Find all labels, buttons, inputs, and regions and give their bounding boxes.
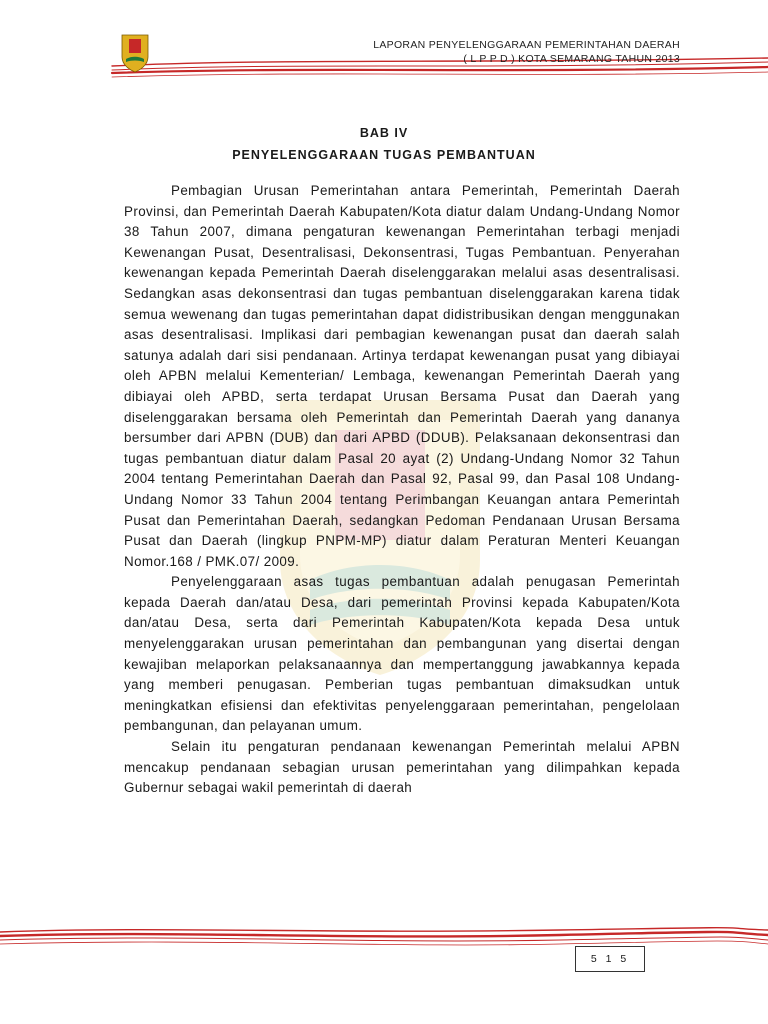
header-line-2: ( L P P D ) KOTA SEMARANG TAHUN 2013	[463, 53, 680, 65]
chapter-number: BAB IV	[359, 126, 409, 140]
paragraph-2: Penyelenggaraan asas tugas pembantuan adalah penugasan Pemerintah kepada Daerah dan/atau Desa, dari pemerintah Provinsi kepada Kabupaten/Kota dan/atau Desa, serta dari Pemerintah Kabupaten/Kota kepada Desa untuk menyelenggarakan urusan pemerintahan dan pembangunan yang disertai dengan kewajiban melaporkan pelaksanaannya dan mempertanggung jawabkannya kepada yang memberi penugasan. Pemberian tugas pembantuan dimaksudkan untuk meningkatkan efisiensi dan efektivitas penyelenggaraan pemerintahan, pengelolaan pembangunan, dan pelayanan umum.	[124, 574, 680, 734]
paragraph-1: Pembagian Urusan Pemerintahan antara Pemerintah, Pemerintah Daerah Provinsi, dan Pemerintah Daerah Kabupaten/Kota diatur dalam Undang-Undang Nomor 38 Tahun 2007, dimana pengaturan kewenangan Pemerintahan terbagi menjadi Kewenangan Pusat, Desentralisasi, Dekonsentrasi, Tugas Pembantuan. Penyerahan kewenangan kepada Pemerintah Daerah diselenggarakan melalui asas desentralisasi. Sedangkan asas dekonsentrasi dan tugas pembantuan diselenggarakan karena tidak semua wewenang dan tugas pemerintahan dapat didistribusikan dengan menggunakan asas desentralisasi. Implikasi dari pembagian kewenangan pusat dan daerah salah satunya adalah dari sisi pendanaan. Artinya terdapat kewenangan pusat yang dibiayai oleh APBN melalui Kementerian/ Lembaga, kewenangan Pemerintah Daerah yang dibiayai oleh APBD, serta terdapat Urusan Bersama Pusat dan Daerah yang diselenggarakan bersama oleh Pemerintah dan Pemerintah Daerah yang dananya bersumber dari APBN (DUB) dan dari APBD (DDUB). Pelaksanaan dekonsentrasi dan tugas pembantuan diatur dalam Pasal 20 ayat (2) Undang-Undang Nomor 32 Tahun 2004 tentang Pemerintahan Daerah dan Pasal 92, Pasal 99, dan Pasal 108 Undang-Undang Nomor 33 Tahun 2004 tentang Perimbangan Keuangan antara Pemerintah Pusat dan Pemerintahan Daerah, sedangkan Pedoman Pendanaan Urusan Bersama Pusat dan Daerah (lingkup PNPM-MP) diatur dalam Peraturan Menteri Keuangan Nomor.168 / PMK.07/ 2009.	[124, 183, 680, 569]
semarang-city-emblem-icon	[120, 33, 150, 73]
header-line-1: LAPORAN PENYELENGGARAAN PEMERINTAHAN DAERAH	[373, 39, 680, 51]
paragraph-3: Selain itu pengaturan pendanaan kewenangan Pemerintah melalui APBN mencakup pendanaan sebagian urusan pemerintahan yang dilimpahkan kepada Gubernur sebagai wakil pemerintah di daerah	[124, 739, 680, 796]
body-text	[124, 181, 680, 799]
document-header	[373, 38, 680, 66]
page-number: 5 1 5	[575, 946, 645, 972]
chapter-title: PENYELENGGARAAN TUGAS PEMBANTUAN	[232, 148, 536, 162]
